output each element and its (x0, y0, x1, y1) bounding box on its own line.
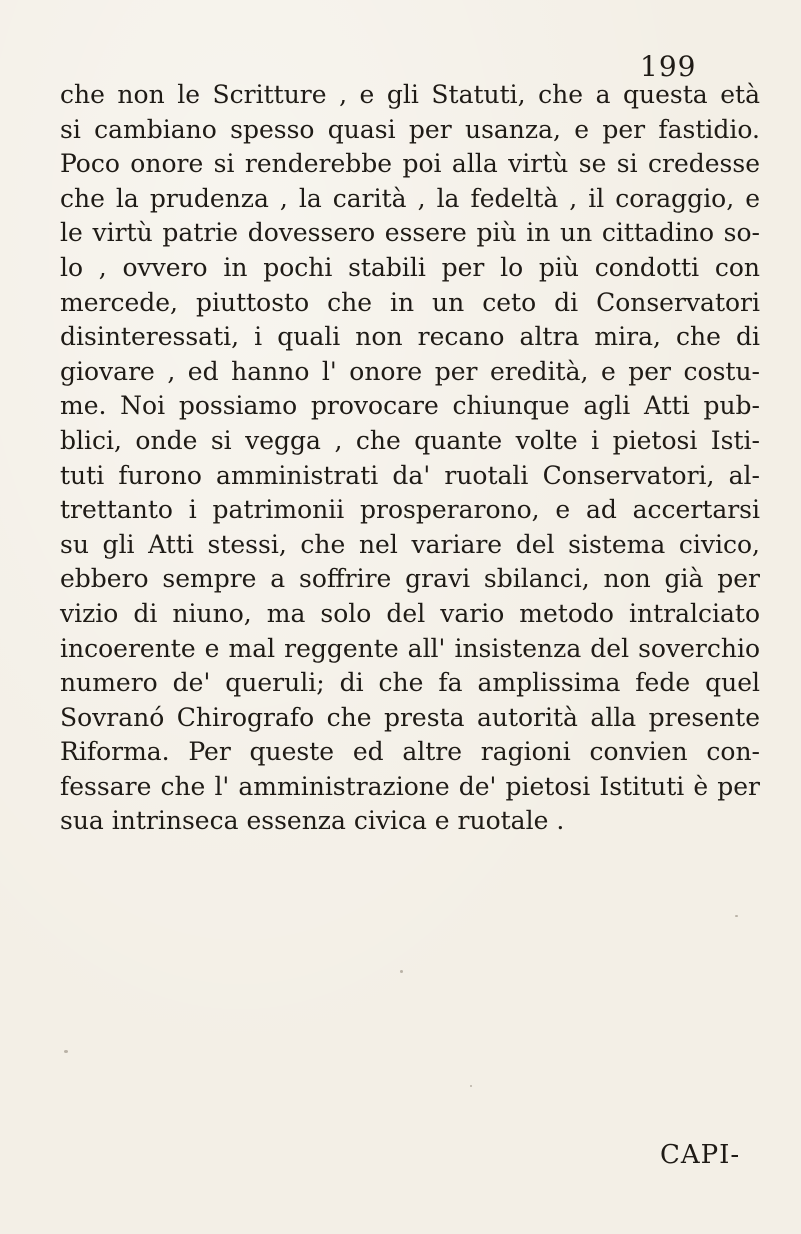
text-line: che la prudenza , la carità , la fedeltà , il coraggio, e (60, 183, 760, 213)
text-line: Riforma. Per queste ed altre ragioni convien con- (60, 737, 760, 767)
paper-speck (470, 1085, 472, 1087)
catchword: CAPI- (660, 1140, 741, 1170)
text-line: incoerente e mal reggente all' insistenza del soverchio (60, 633, 760, 663)
text-line: su gli Atti stessi, che nel variare del sistema civico, (60, 529, 760, 559)
text-line: disinteressati, i quali non recano altra mira, che di (60, 322, 760, 352)
text-line: ebbero sempre a soffrire gravi sbilanci, non già per (60, 564, 760, 594)
text-line: si cambiano spesso quasi per usanza, e per fastidio. (60, 114, 760, 144)
text-line: tuti furono amministrati da' ruotali Conservatori, al- (60, 460, 760, 490)
text-line: giovare , ed hanno l' onore per eredità, e per costu- (60, 356, 760, 386)
text-line: vizio di niuno, ma solo del vario metodo intralciato (60, 598, 760, 628)
text-line: fessare che l' amministrazione de' pietosi Istituti è per (60, 771, 760, 801)
text-line: trettanto i patrimonii prosperarono, e ad accertarsi (60, 495, 760, 525)
text-line: me. Noi possiamo provocare chiunque agli Atti pub- (60, 391, 760, 421)
paper-speck (64, 1050, 68, 1053)
text-line: lo , ovvero in pochi stabili per lo più condotti con (60, 252, 760, 282)
page-number: 199 (640, 50, 697, 83)
text-line: che non le Scritture , e gli Statuti, che a questa età (60, 80, 760, 109)
text-line: Sovranó Chirografo che presta autorità alla presente (60, 702, 760, 732)
text-line: le virtù patrie dovessero essere più in un cittadino so- (60, 218, 760, 248)
text-line-last: sua intrinseca essenza civica e ruotale . (60, 806, 565, 836)
text-line: blici, onde si vegga , che quante volte i pietosi Isti- (60, 425, 760, 455)
paper-speck (735, 915, 738, 917)
text-line: mercede, piuttosto che in un ceto di Conservatori (60, 287, 760, 317)
paper-speck (400, 970, 403, 973)
text-line: numero de' queruli; di che fa amplissima fede quel (60, 668, 760, 698)
text-line: Poco onore si renderebbe poi alla virtù se si credesse (60, 149, 760, 179)
body-text (60, 78, 760, 839)
